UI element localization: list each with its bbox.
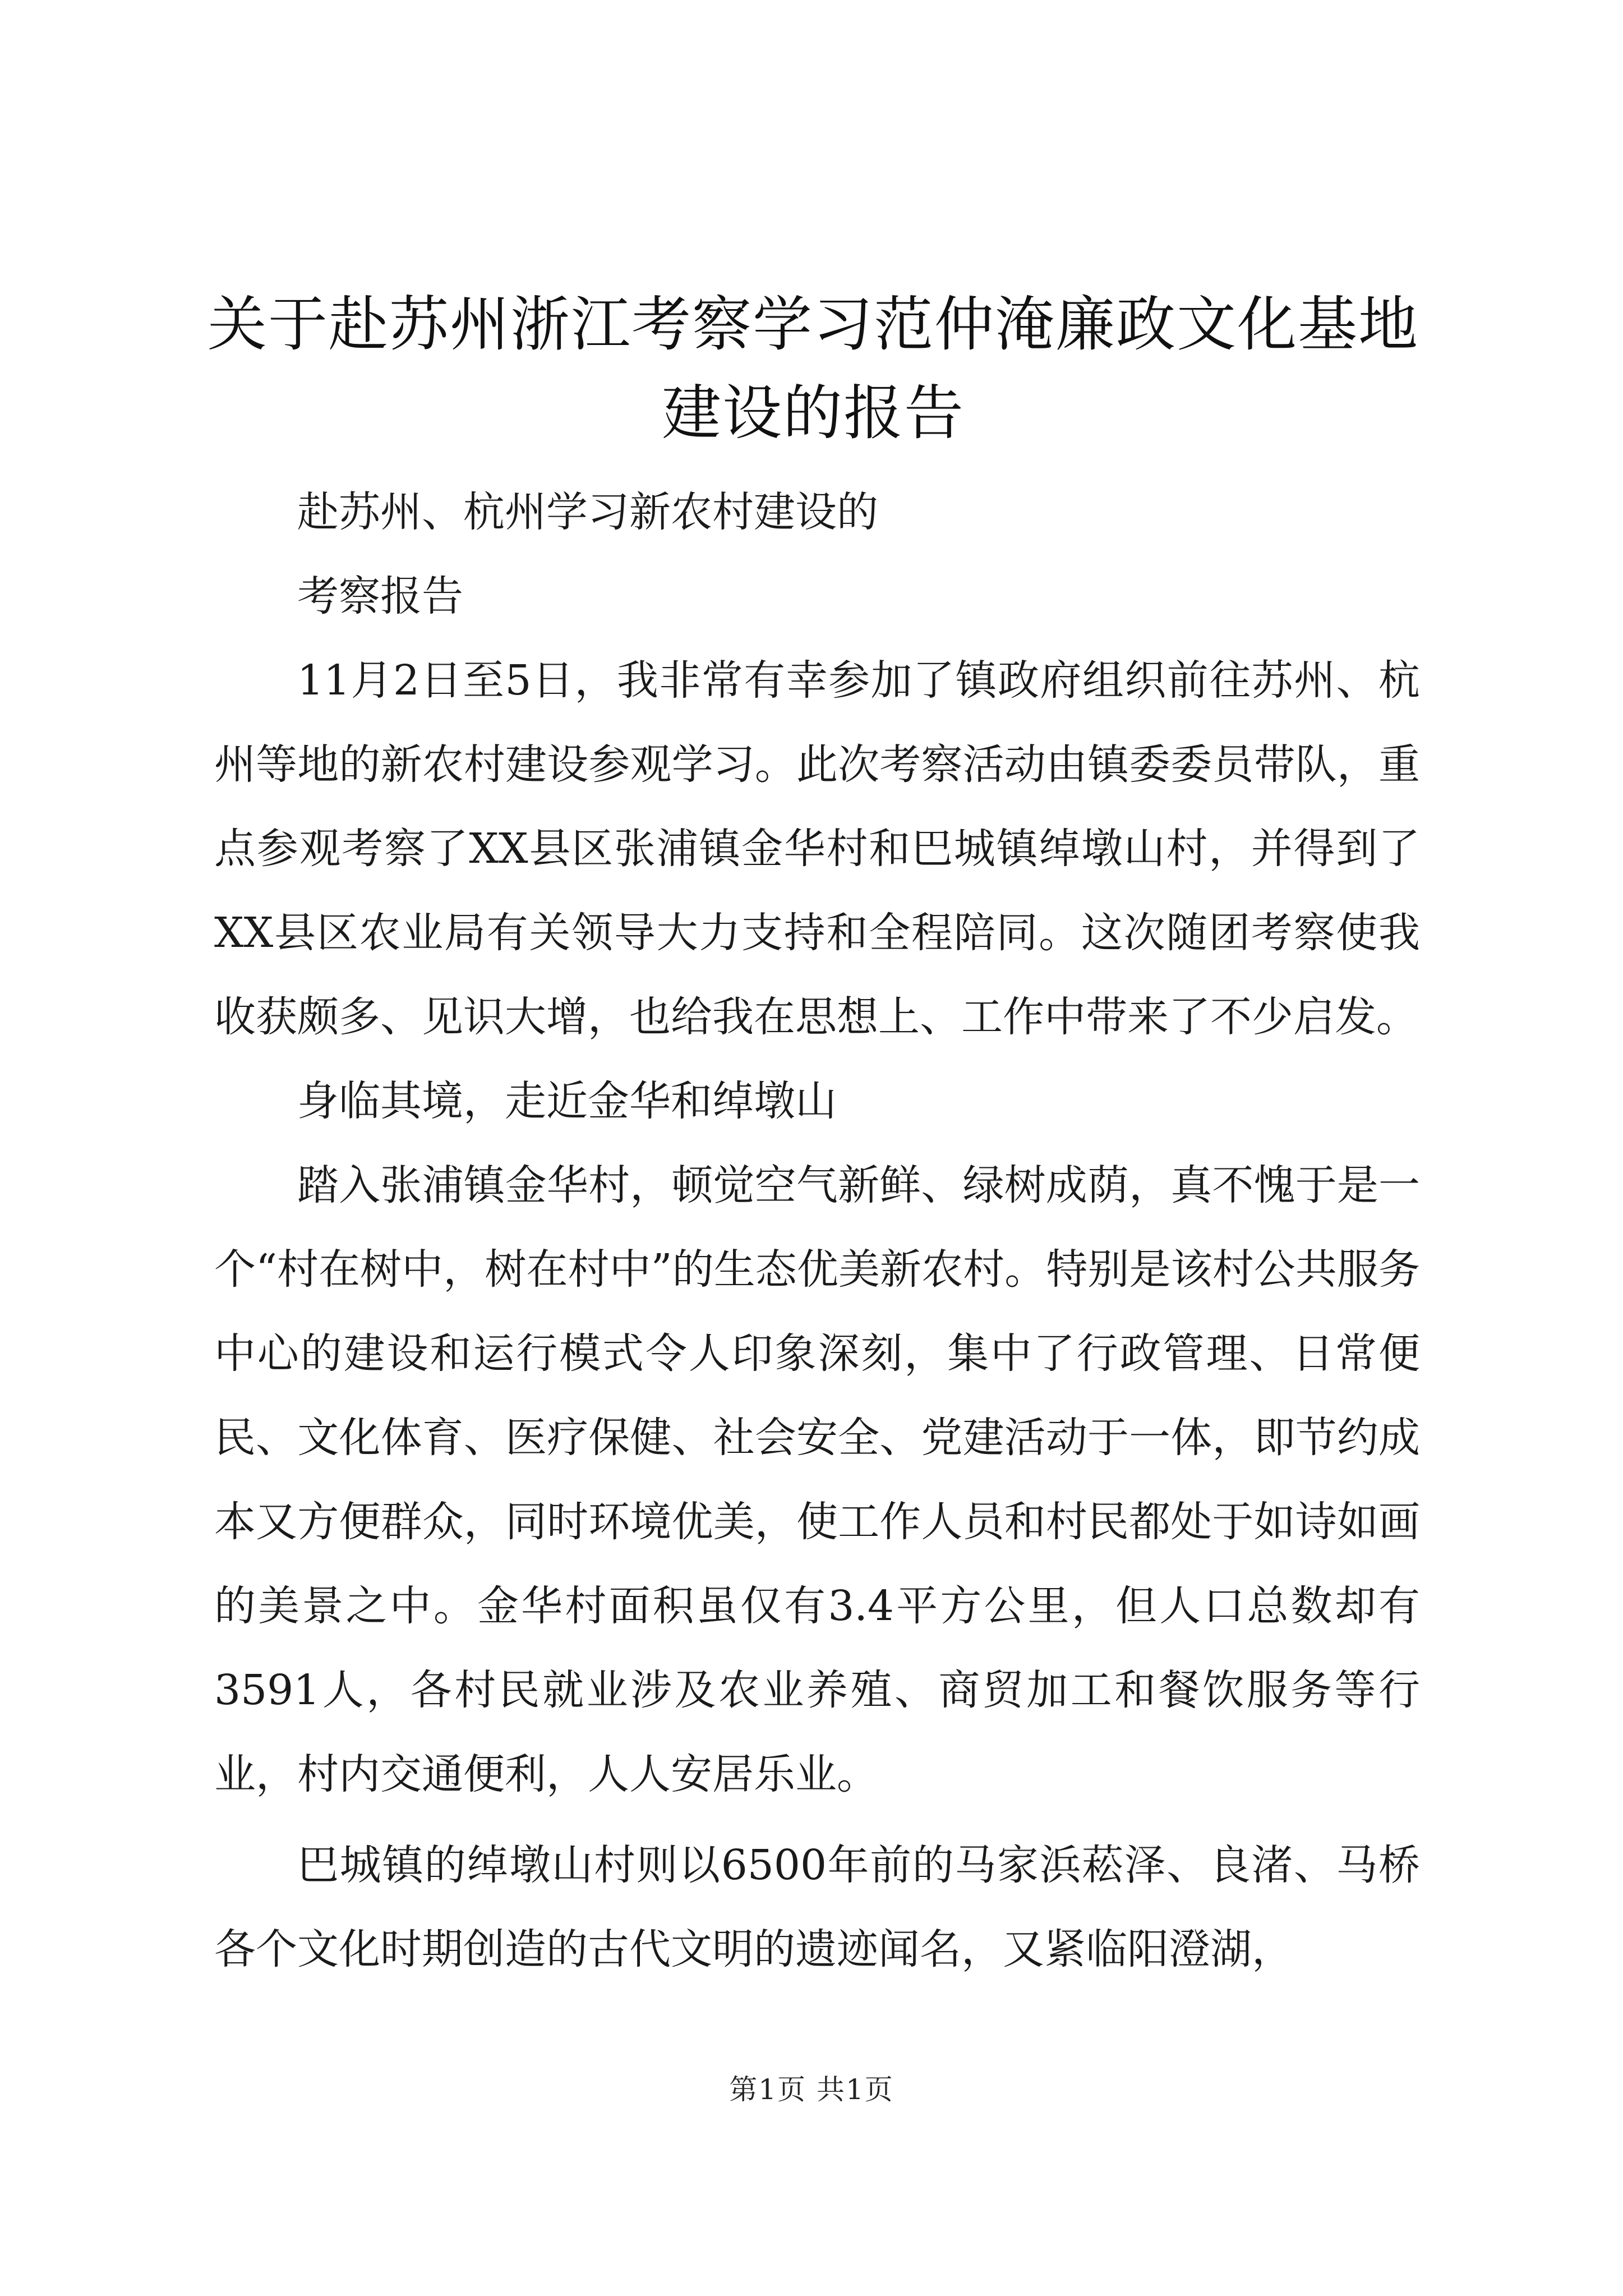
paragraph-chuodunshan: 巴城镇的绰墩山村则以6500年前的马家浜菘泽、良渚、马桥各个文化时期创造的古代文明的遗迹闻名，又紧临阳澄湖，: [214, 1841, 1420, 1973]
page-number-footer: 第1页 共1页: [729, 2073, 894, 2106]
document-body: [214, 470, 1420, 1991]
paragraph-subtitle-line-2: 考察报告: [297, 572, 463, 620]
paragraph-intro: 11月2日至5日，我非常有幸参加了镇政府组织前往苏州、杭州等地的新农村建设参观学习。此次考察活动由镇委委员带队，重点参观考察了XX县区张浦镇金华村和巴城镇绰墩山村，并得到了XX县区农业局有关领导大力支持和全程陪同。这次随团考察使我收获颇多、见识大增，也给我在思想上、工作中带来了不少启发。: [214, 656, 1420, 1041]
paragraph-subtitle-line-1: 赴苏州、杭州学习新农村建设的: [297, 488, 878, 536]
section-heading: 身临其境，走近金华和绰墩山: [297, 1077, 837, 1125]
document-title: 关于赴苏州浙江考察学习范仲淹廉政文化基地建设的报告: [208, 290, 1419, 448]
paragraph-jinhua: 踏入张浦镇金华村，顿觉空气新鲜、绿树成荫，真不愧于是一个“村在树中，树在村中”的生态优美新农村。特别是该村公共服务中心的建设和运行模式令人印象深刻，集中了行政管理、日常便民、文化体育、医疗保健、社会安全、党建活动于一体，即节约成本又方便群众，同时环境优美，使工作人员和村民都处于如诗如画的美景之中。金华村面积虽仅有3.4平方公里，但人口总数却有3591人，各村民就业涉及农业养殖、商贸加工和餐饮服务等行业，村内交通便利，人人安居乐业。: [214, 1161, 1420, 1798]
